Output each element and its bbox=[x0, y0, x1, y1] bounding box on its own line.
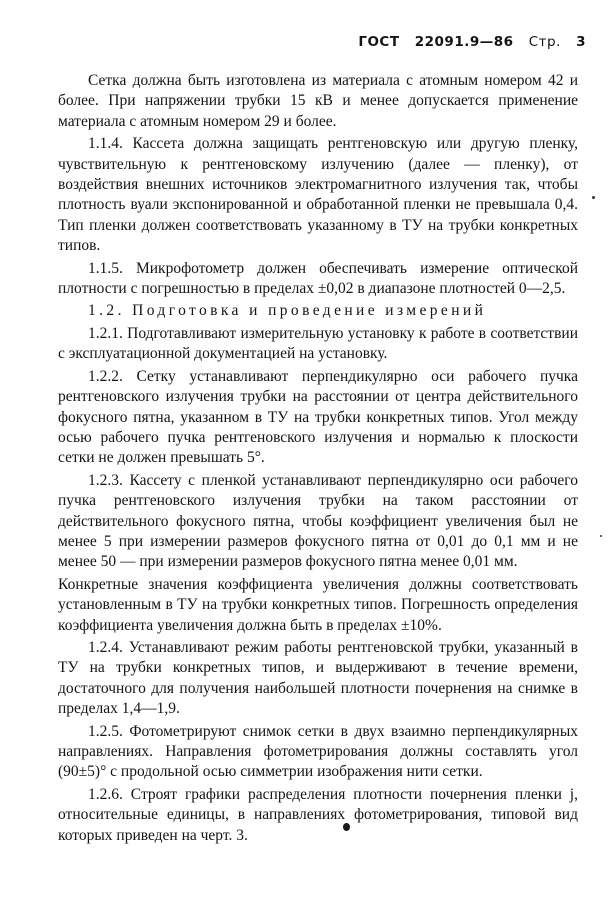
paragraph-1-2-3: 1.2.3. Кассету с пленкой устанавливают перпендикулярно оси рабочего пучка рентгеновского излучения трубки на таком расстоянии от действительного фокусного пятна, чтобы коэффициент увеличения был не менее 5 при измерении размеров фокусного пятна от 0,01 до 0,1 мм и не менее 50 — при измерении размеров фокусного пятна менее 0,01 мм. bbox=[58, 471, 578, 571]
scan-speck bbox=[600, 535, 602, 537]
paragraph-1-2-5: 1.2.5. Фотометрируют снимок сетки в двух взаимно перпендикулярных направлениях. Направления фотометрирования должны составлять угол (90±5)° с продольной осью симметрии изображения нити сетки. bbox=[58, 722, 578, 781]
paragraph-magnification: Конкретные значения коэффициента увеличения должны соответствовать установленным в ТУ на трубки конкретных типов. Погрешность определения коэффициента увеличения должна быть в пределах ±10%. bbox=[58, 575, 578, 634]
section-heading-1-2: 1.2. Подготовка и проведение измерений bbox=[88, 302, 487, 320]
page-number: 3 bbox=[576, 34, 586, 50]
paragraph-grid-material: Сетка должна быть изготовлена из материала с атомным номером 42 и более. При напряжении трубки 15 кВ и менее допускается применение материала с атомным номером 29 и более. bbox=[58, 72, 578, 130]
paragraph-1-2-1: 1.2.1. Подготавливают измерительную установку к работе в соответствии с эксплуатационной документацией на установку. bbox=[58, 324, 578, 363]
paragraph-1-2-6: 1.2.6. Строят графики распределения плотности почернения пленки j, относительные единицы, в направлениях фотометрирования, типовой вид которых приведен на черт. 3. bbox=[58, 785, 578, 844]
page-label: Стр. bbox=[528, 34, 561, 50]
paragraph-1-1-4: 1.1.4. Кассета должна защищать рентгеновскую или другую пленку, чувствительную к рентгеновскому излучению (далее — пленку), от воздействия внешних источников электромагнитного излучения так, чтобы плотность вуали экспонированной и обработанной пленки не превышала 0,4. Тип пленки должен соответствовать указанному в ТУ на трубки конкретных типов. bbox=[58, 135, 578, 255]
paragraph-1-2-4: 1.2.4. Устанавливают режим работы рентгеновской трубки, указанный в ТУ на трубки конкретных типов, и выдерживают в течение времени, достаточного для получения наибольшей плотности почернения на снимке в пределах 1,4—1,9. bbox=[58, 638, 578, 718]
page-header bbox=[358, 34, 586, 50]
paragraph-1-1-5: 1.1.5. Микрофотометр должен обеспечивать измерение оптической плотности с погрешностью в пределах ±0,02 в диапазоне плотностей 0—2,5. bbox=[58, 259, 578, 298]
scan-speck bbox=[592, 196, 595, 199]
page-dot-mark bbox=[343, 823, 350, 831]
document-body bbox=[58, 71, 578, 848]
standard-number: 22091.9—86 bbox=[414, 34, 514, 50]
standard-label: ГОСТ bbox=[358, 34, 400, 50]
paragraph-1-2-2: 1.2.2. Сетку устанавливают перпендикулярно оси рабочего пучка рентгеновского излучения трубки на расстоянии от центра действительного фокусного пятна, указанном в ТУ на трубки конкретных типов. Угол между осью рабочего пучка рентгеновского излучения и нормалью к плоскости сетки не должен превышать 5°. bbox=[58, 367, 578, 467]
